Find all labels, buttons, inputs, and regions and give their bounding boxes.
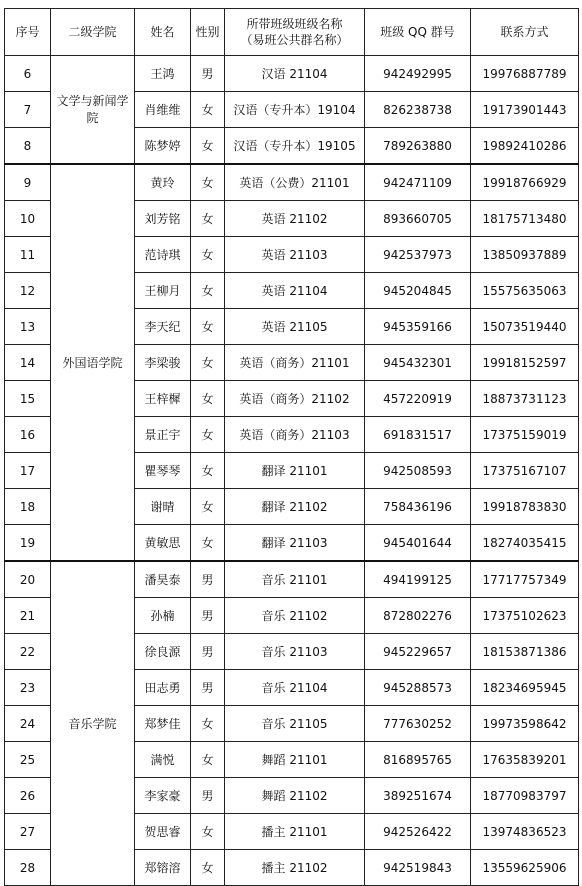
cell-class: 播主 21102	[225, 850, 365, 886]
cell-qq: 945229657	[365, 634, 471, 670]
cell-class: 英语（商务）21101	[225, 345, 365, 381]
cell-phone: 13850937889	[471, 237, 579, 273]
cell-phone: 13559625906	[471, 850, 579, 886]
cell-gender: 男	[191, 561, 225, 598]
cell-index: 6	[5, 56, 51, 92]
header-row	[5, 9, 579, 56]
cell-name: 满悦	[135, 742, 191, 778]
cell-name: 谢晴	[135, 489, 191, 525]
cell-index: 18	[5, 489, 51, 525]
header-class-line2: （易班公共群名称）	[240, 33, 349, 47]
cell-qq: 942471109	[365, 164, 471, 201]
cell-name: 瞿琴琴	[135, 453, 191, 489]
cell-qq: 691831517	[365, 417, 471, 453]
cell-gender: 女	[191, 237, 225, 273]
header-index: 序号	[5, 9, 51, 56]
cell-index: 27	[5, 814, 51, 850]
cell-phone: 17717757349	[471, 561, 579, 598]
cell-index: 8	[5, 128, 51, 165]
cell-qq: 777630252	[365, 706, 471, 742]
cell-gender: 女	[191, 850, 225, 886]
cell-phone: 17635839201	[471, 742, 579, 778]
cell-qq: 942526422	[365, 814, 471, 850]
cell-phone: 15575635063	[471, 273, 579, 309]
cell-gender: 男	[191, 56, 225, 92]
cell-gender: 男	[191, 598, 225, 634]
cell-qq: 942492995	[365, 56, 471, 92]
cell-index: 23	[5, 670, 51, 706]
contact-table	[4, 8, 579, 886]
cell-gender: 女	[191, 92, 225, 128]
cell-index: 25	[5, 742, 51, 778]
cell-index: 10	[5, 201, 51, 237]
cell-index: 19	[5, 525, 51, 562]
cell-gender: 男	[191, 670, 225, 706]
cell-index: 21	[5, 598, 51, 634]
cell-name: 潘昊泰	[135, 561, 191, 598]
cell-class: 舞蹈 21101	[225, 742, 365, 778]
cell-phone: 19918152597	[471, 345, 579, 381]
cell-qq: 942519843	[365, 850, 471, 886]
cell-index: 24	[5, 706, 51, 742]
cell-phone: 17375159019	[471, 417, 579, 453]
cell-index: 14	[5, 345, 51, 381]
cell-college: 外国语学院	[51, 164, 135, 561]
cell-class: 音乐 21105	[225, 706, 365, 742]
cell-index: 11	[5, 237, 51, 273]
cell-class: 汉语（专升本）19105	[225, 128, 365, 165]
cell-name: 王鸿	[135, 56, 191, 92]
cell-qq: 942537973	[365, 237, 471, 273]
cell-name: 郑梦佳	[135, 706, 191, 742]
cell-gender: 女	[191, 489, 225, 525]
header-gender: 性别	[191, 9, 225, 56]
cell-gender: 女	[191, 128, 225, 165]
cell-name: 贺思睿	[135, 814, 191, 850]
cell-qq: 945359166	[365, 309, 471, 345]
cell-index: 15	[5, 381, 51, 417]
cell-class: 音乐 21102	[225, 598, 365, 634]
cell-phone: 19918766929	[471, 164, 579, 201]
cell-class: 音乐 21103	[225, 634, 365, 670]
cell-phone: 18770983797	[471, 778, 579, 814]
cell-class: 英语 21105	[225, 309, 365, 345]
cell-class: 翻译 21102	[225, 489, 365, 525]
cell-class: 音乐 21104	[225, 670, 365, 706]
cell-qq: 893660705	[365, 201, 471, 237]
cell-index: 20	[5, 561, 51, 598]
cell-phone: 19973598642	[471, 706, 579, 742]
cell-name: 黄玲	[135, 164, 191, 201]
cell-phone: 17375167107	[471, 453, 579, 489]
cell-class: 舞蹈 21102	[225, 778, 365, 814]
cell-qq: 494199125	[365, 561, 471, 598]
cell-class: 英语（商务）21102	[225, 381, 365, 417]
cell-class: 英语 21102	[225, 201, 365, 237]
cell-gender: 女	[191, 164, 225, 201]
cell-gender: 男	[191, 778, 225, 814]
cell-class: 英语（公费）21101	[225, 164, 365, 201]
table-row	[5, 561, 579, 598]
cell-gender: 女	[191, 345, 225, 381]
cell-class: 音乐 21101	[225, 561, 365, 598]
cell-gender: 女	[191, 381, 225, 417]
cell-qq: 826238738	[365, 92, 471, 128]
cell-name: 刘芳铭	[135, 201, 191, 237]
cell-class: 英语（商务）21103	[225, 417, 365, 453]
header-college: 二级学院	[51, 9, 135, 56]
cell-gender: 女	[191, 309, 225, 345]
cell-name: 肖维维	[135, 92, 191, 128]
cell-name: 田志勇	[135, 670, 191, 706]
cell-name: 李家豪	[135, 778, 191, 814]
cell-phone: 18175713480	[471, 201, 579, 237]
cell-index: 13	[5, 309, 51, 345]
cell-index: 7	[5, 92, 51, 128]
cell-index: 17	[5, 453, 51, 489]
cell-class: 汉语 21104	[225, 56, 365, 92]
cell-index: 28	[5, 850, 51, 886]
cell-class: 播主 21101	[225, 814, 365, 850]
cell-phone: 18873731123	[471, 381, 579, 417]
cell-qq: 945288573	[365, 670, 471, 706]
header-class-line1: 所带班级班级名称	[246, 17, 343, 31]
cell-qq: 945432301	[365, 345, 471, 381]
cell-class: 翻译 21101	[225, 453, 365, 489]
cell-name: 陈梦婷	[135, 128, 191, 165]
cell-college: 文学与新闻学院	[51, 56, 135, 165]
cell-class: 英语 21104	[225, 273, 365, 309]
table-row	[5, 56, 579, 92]
cell-name: 王柳月	[135, 273, 191, 309]
header-contact: 联系方式	[471, 9, 579, 56]
cell-phone: 19173901443	[471, 92, 579, 128]
cell-phone: 19918783830	[471, 489, 579, 525]
cell-index: 9	[5, 164, 51, 201]
cell-gender: 女	[191, 814, 225, 850]
cell-index: 12	[5, 273, 51, 309]
cell-qq: 457220919	[365, 381, 471, 417]
cell-index: 26	[5, 778, 51, 814]
cell-class: 英语 21103	[225, 237, 365, 273]
cell-college: 音乐学院	[51, 561, 135, 886]
cell-qq: 758436196	[365, 489, 471, 525]
cell-phone: 13974836523	[471, 814, 579, 850]
cell-gender: 女	[191, 273, 225, 309]
cell-phone: 17375102623	[471, 598, 579, 634]
cell-gender: 女	[191, 525, 225, 562]
cell-name: 郑镕溶	[135, 850, 191, 886]
cell-name: 范诗琪	[135, 237, 191, 273]
cell-gender: 男	[191, 634, 225, 670]
cell-name: 黄敏思	[135, 525, 191, 562]
cell-phone: 18234695945	[471, 670, 579, 706]
cell-name: 景正宇	[135, 417, 191, 453]
cell-gender: 女	[191, 417, 225, 453]
table-row	[5, 164, 579, 201]
cell-qq: 945204845	[365, 273, 471, 309]
cell-name: 李天纪	[135, 309, 191, 345]
cell-name: 王梓樨	[135, 381, 191, 417]
cell-qq: 389251674	[365, 778, 471, 814]
cell-phone: 19892410286	[471, 128, 579, 165]
cell-name: 孙楠	[135, 598, 191, 634]
cell-gender: 女	[191, 706, 225, 742]
cell-index: 16	[5, 417, 51, 453]
cell-name: 李梁骏	[135, 345, 191, 381]
cell-gender: 女	[191, 742, 225, 778]
cell-qq: 789263880	[365, 128, 471, 165]
cell-phone: 15073519440	[471, 309, 579, 345]
cell-phone: 18153871386	[471, 634, 579, 670]
cell-index: 22	[5, 634, 51, 670]
cell-phone: 18274035415	[471, 525, 579, 562]
cell-name: 徐良源	[135, 634, 191, 670]
cell-gender: 女	[191, 201, 225, 237]
header-name: 姓名	[135, 9, 191, 56]
cell-phone: 19976887789	[471, 56, 579, 92]
header-class	[225, 9, 365, 56]
header-qq: 班级 QQ 群号	[365, 9, 471, 56]
cell-gender: 女	[191, 453, 225, 489]
cell-class: 翻译 21103	[225, 525, 365, 562]
cell-qq: 816895765	[365, 742, 471, 778]
cell-class: 汉语（专升本）19104	[225, 92, 365, 128]
cell-qq: 942508593	[365, 453, 471, 489]
cell-qq: 872802276	[365, 598, 471, 634]
cell-qq: 945401644	[365, 525, 471, 562]
